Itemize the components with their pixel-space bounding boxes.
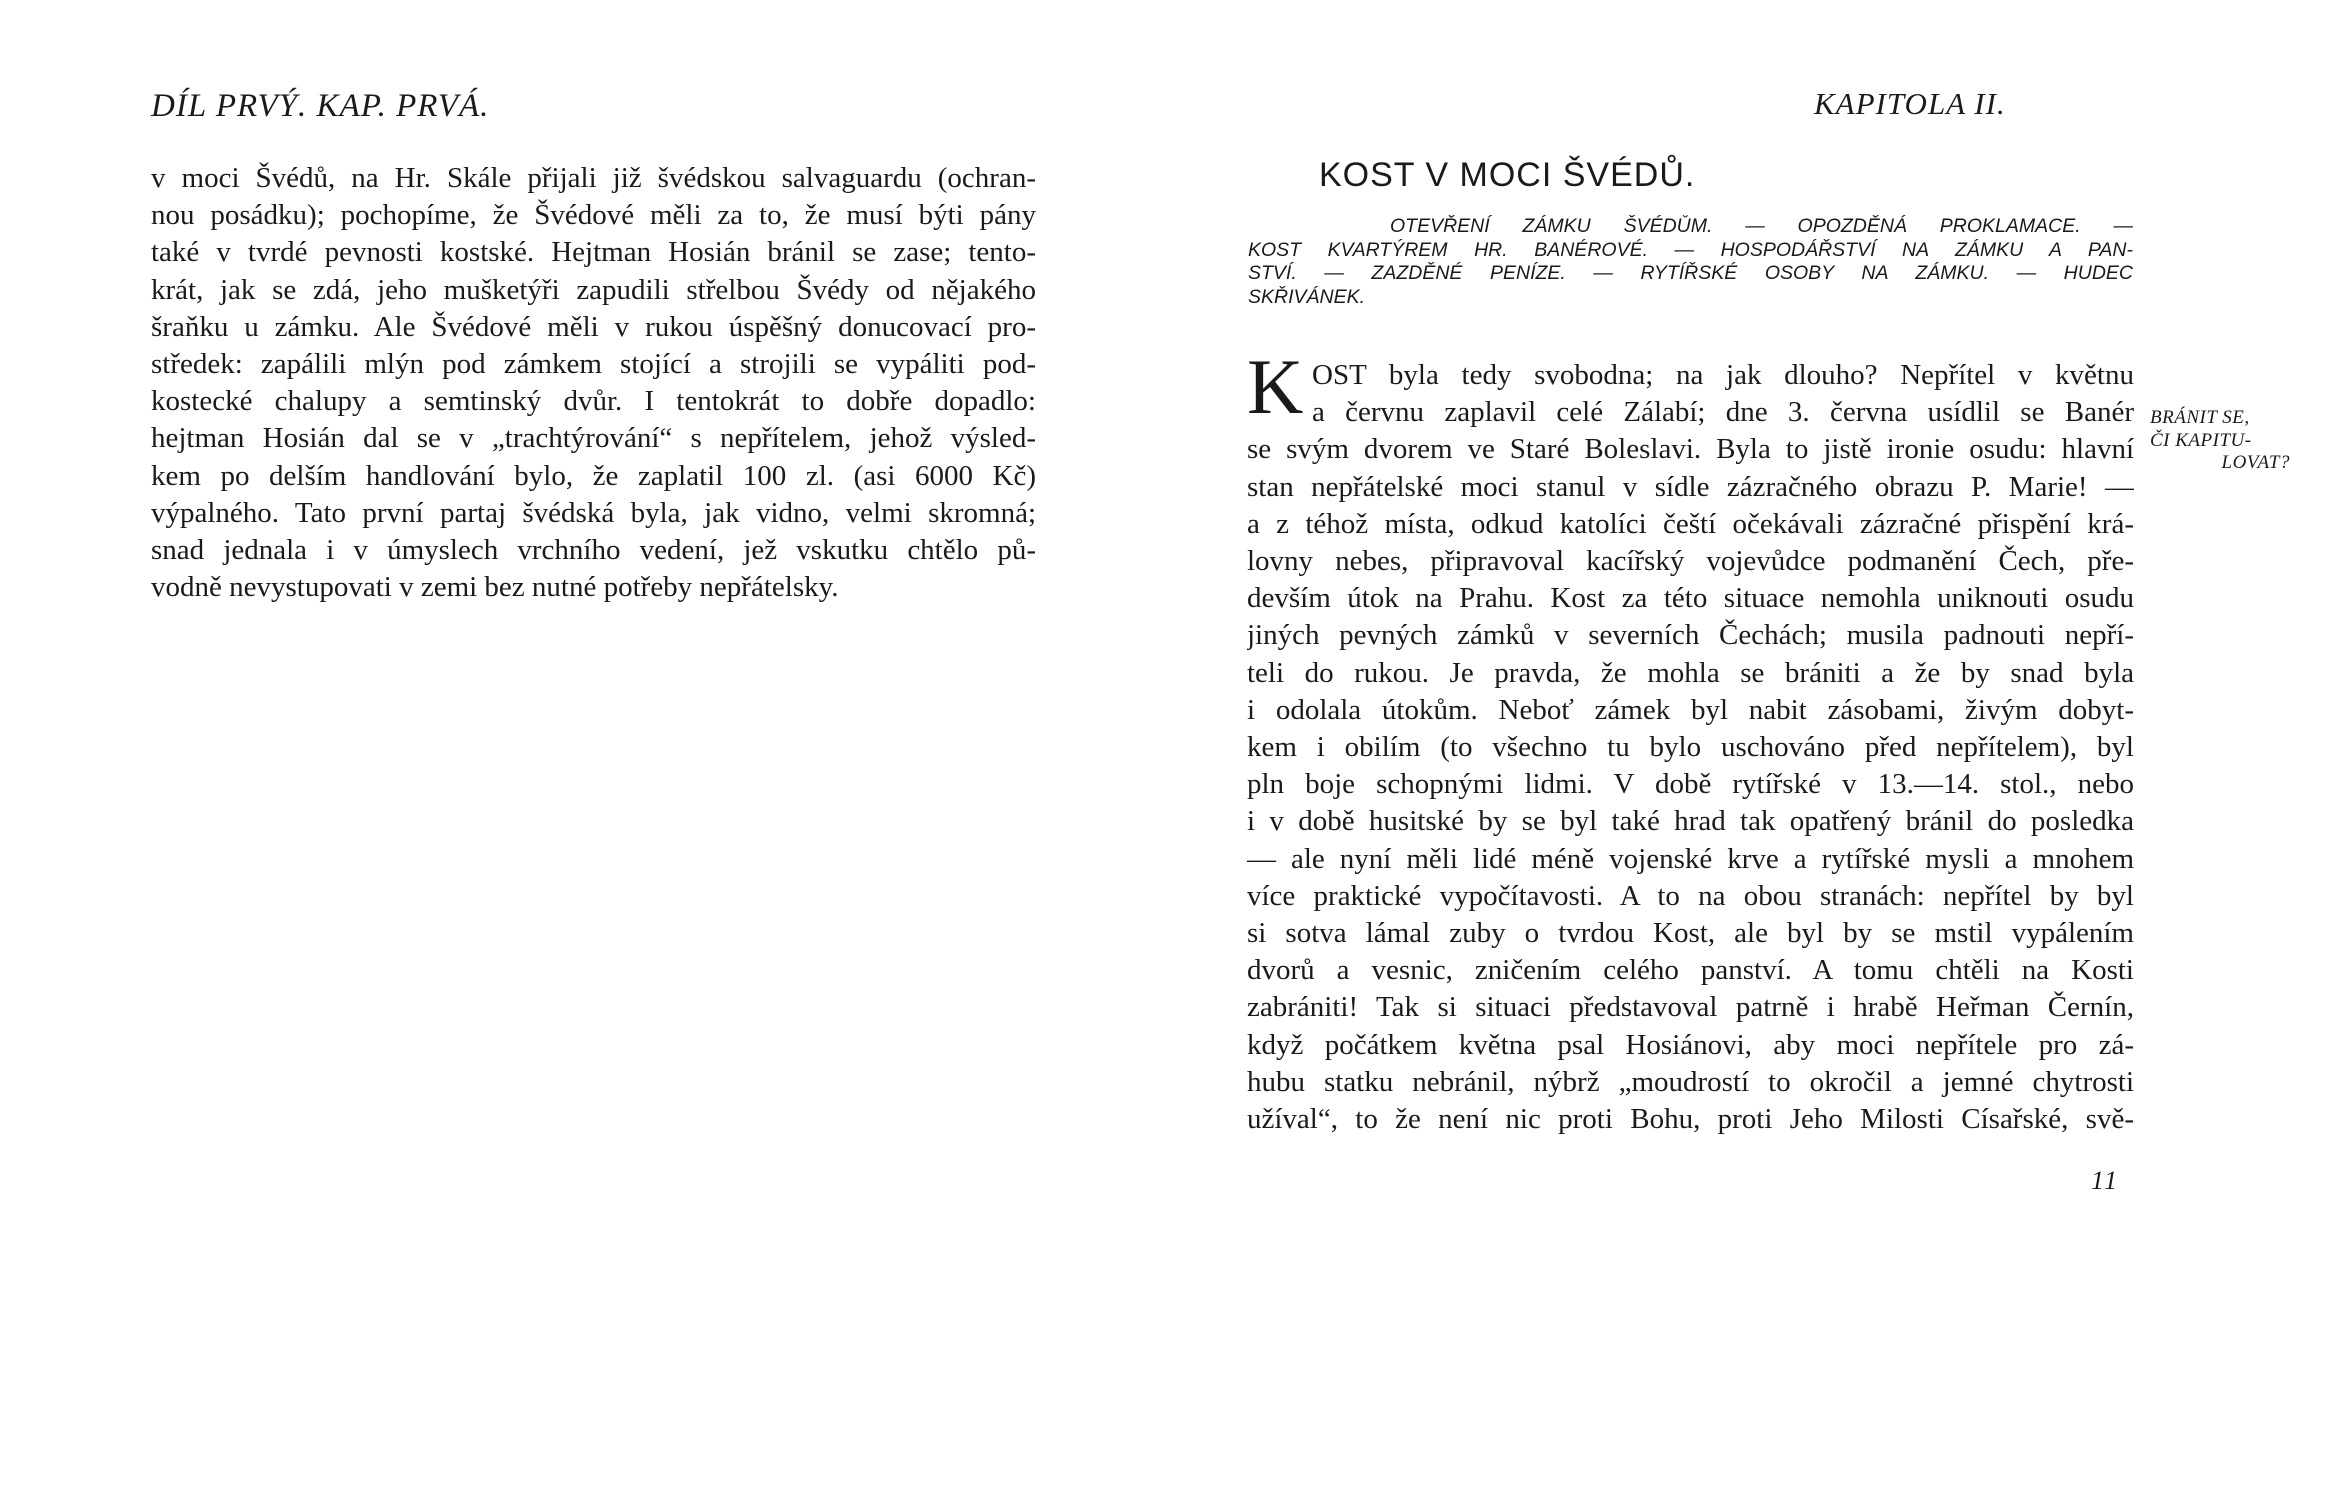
- text-line: teli do rukou. Je pravda, že mohla se brániti a že by snad byla: [1247, 656, 2134, 689]
- text-line: dvorů a vesnic, zničením celého panství. A tomu chtěli na Kosti: [1247, 954, 2134, 987]
- text-line: snad jednala i v úmyslech vrchního vedení, jež vskutku chtělo pů-: [151, 534, 1036, 567]
- summary-line: OTEVŘENÍ ZÁMKU ŠVÉDŮM. — OPOZDĚNÁ PROKLAMACE. —: [1390, 215, 2133, 237]
- page-number: 11: [2091, 1166, 2120, 1195]
- text-line: nou posádku); pochopíme, že Švédové měli za to, že musí býti pány: [151, 199, 1036, 232]
- right-page: [1170, 0, 2344, 1501]
- text-line: pln boje schopnými lidmi. V době rytířské v 13.—14. stol., nebo: [1247, 768, 2134, 801]
- right-running-head: KAPITOLA II.: [1814, 86, 2006, 121]
- text-line: kem po delším handlování bylo, že zaplatil 100 zl. (asi 6000 Kč): [151, 459, 1036, 492]
- drop-cap: K: [1247, 343, 1304, 430]
- left-body-text: [151, 160, 1036, 606]
- text-line: a červnu zaplavil celé Zálabí; dne 3. června usídlil se Banér: [1312, 396, 2134, 429]
- summary-line: STVÍ. — ZAZDĚNÉ PENÍZE. — RYTÍŘSKÉ OSOBY NA ZÁMKU. — HUDEC: [1248, 262, 2133, 284]
- text-line: kostecké chalupy a semtinský dvůr. I tentokrát to dobře dopadlo:: [151, 385, 1036, 418]
- text-line: hubu statku nebránil, nýbrž „moudrostí to okročil a jemné chytrosti: [1247, 1065, 2134, 1098]
- text-line: středek: zapálili mlýn pod zámkem stojící a strojili se vypáliti pod-: [151, 348, 1036, 381]
- text-line: a z téhož místa, odkud katolíci čeští očekávali zázračné přispění krá-: [1247, 507, 2134, 540]
- margin-note-line: BRÁNIT SE,: [2150, 407, 2250, 428]
- text-line: stan nepřátelské moci stanul v sídle zázračného obrazu P. Marie! —: [1247, 470, 2134, 503]
- chapter-title: KOST V MOCI ŠVÉDŮ.: [1319, 156, 1696, 194]
- text-line: kem i obilím (to všechno tu bylo uschováno před nepřítelem), byl: [1247, 731, 2134, 764]
- left-page: [0, 0, 1150, 1501]
- margin-note-line: ČI KAPITU-: [2150, 429, 2252, 451]
- text-line: výpalného. Tato první partaj švédská byla, jak vidno, velmi skromná;: [151, 496, 1036, 529]
- text-line: když počátkem května psal Hosiánovi, aby moci nepřítele pro zá-: [1247, 1028, 2134, 1061]
- text-line: vodně nevystupovati v zemi bez nutné potřeby nepřátelsky.: [151, 571, 839, 604]
- text-line: si sotva lámal zuby o tvrdou Kost, ale byl by se mstil vypálením: [1247, 917, 2134, 950]
- text-line: v moci Švédů, na Hr. Skále přijali již švédskou salvaguardu (ochran-: [151, 162, 1036, 194]
- text-line: i odolala útokům. Neboť zámek byl nabit zásobami, živým dobyt-: [1247, 693, 2134, 726]
- text-line: devším útok na Prahu. Kost za této situace nemohla uniknouti osudu: [1247, 582, 2134, 615]
- text-line: — ale nyní měli lidé méně vojenské krve a rytířské mysli a mnohem: [1247, 842, 2134, 875]
- margin-note: [2150, 407, 2290, 475]
- text-line: OST byla tedy svobodna; na jak dlouho? Nepřítel v květnu: [1312, 359, 2134, 391]
- text-line: více praktické vypočítavosti. A to na obou stranách: nepřítel by byl: [1247, 879, 2134, 912]
- text-line: krát, jak se zdá, jeho mušketýři zapudili střelbou Švédy od nějakého: [151, 273, 1036, 306]
- text-line: i v době husitské by se byl také hrad tak opatřený bránil do posledka: [1247, 805, 2134, 838]
- text-line: užíval“, to že není nic proti Bohu, proti Jeho Milosti Císařské, svě-: [1247, 1103, 2134, 1136]
- summary-line: SKŘIVÁNEK.: [1248, 285, 1366, 308]
- summary-line: KOST KVARTÝREM HR. BANÉROVÉ. — HOSPODÁŘSTVÍ NA ZÁMKU A PAN-: [1248, 238, 2133, 261]
- text-line: také v tvrdé pevnosti kostské. Hejtman Hosián bránil se zase; tento-: [151, 236, 1036, 269]
- text-line: lovny nebes, připravoval kacířský vojevůdce podmanění Čech, pře-: [1247, 545, 2134, 578]
- text-line: zabrániti! Tak si situaci představoval patrně i hrabě Heřman Černín,: [1247, 991, 2134, 1024]
- margin-note-line: LOVAT?: [2221, 452, 2290, 473]
- chapter-summary: [1248, 215, 2133, 309]
- right-body-text: [1247, 357, 2134, 1138]
- left-running-head: DÍL PRVÝ. KAP. PRVÁ.: [151, 88, 490, 124]
- text-line: šraňku u zámku. Ale Švédové měli v rukou úspěšný donucovací pro-: [151, 310, 1036, 343]
- text-line: se svým dvorem ve Staré Boleslavi. Byla to jistě ironie osudu: hlavní: [1247, 433, 2134, 466]
- text-line: hejtman Hosián dal se v „trachtýrování“ s nepřítelem, jehož výsled-: [151, 422, 1036, 455]
- text-line: jiných pevných zámků v severních Čechách; musila padnouti nepří-: [1247, 619, 2134, 652]
